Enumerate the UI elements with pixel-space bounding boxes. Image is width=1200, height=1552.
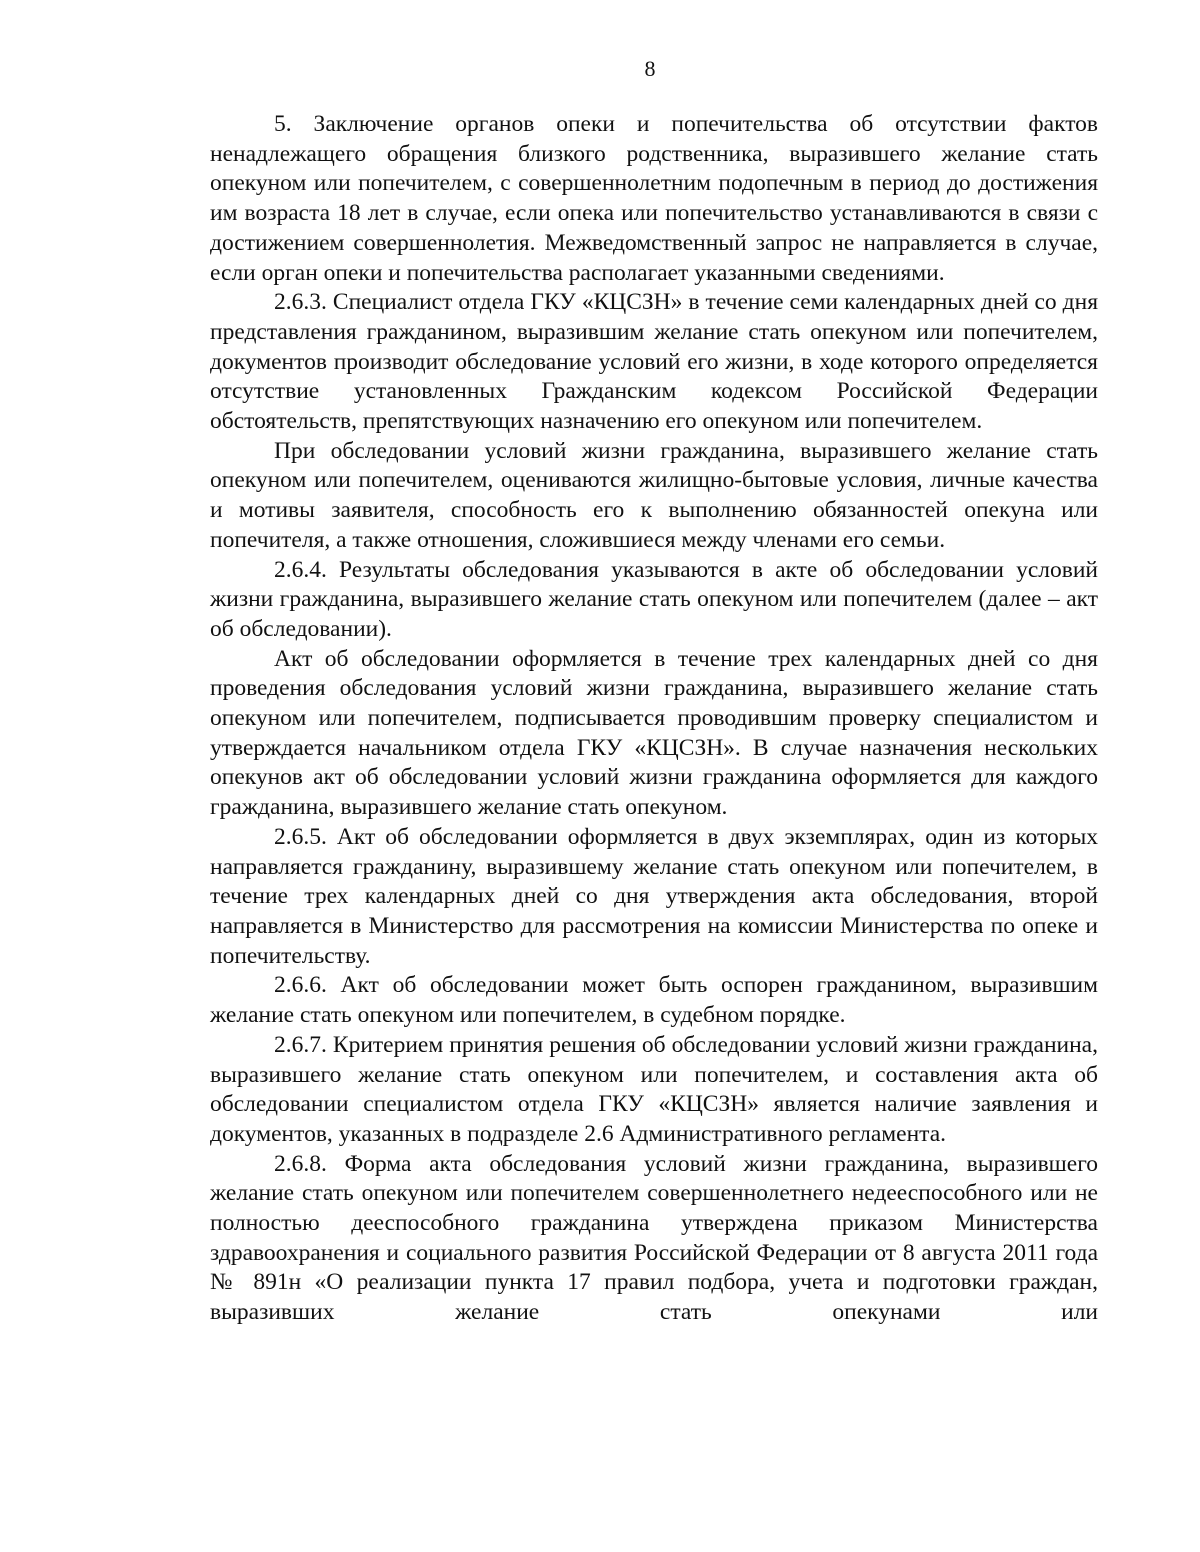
- paragraph-2-6-6: 2.6.6. Акт об обследовании может быть оспорен гражданином, выразившим желание стать опекуном или попечителем, в судебном порядке.: [210, 972, 1098, 1029]
- page-number: 8: [644, 56, 656, 81]
- paragraph-5-conclusion: 5. Заключение органов опеки и попечительства об отсутствии фактов ненадлежащего обращения близкого родственника, выразившего желание стать опекуном или попечителем, с совершеннолетним подопечным в период до достижения им возраста 18 лет в случае, если опека или попечительство устанавливаются в связи с достижением совершеннолетия. Межведомственный запрос не направляется в случае, если орган опеки и попечительства располагает указанными сведениями.: [210, 111, 1098, 286]
- document-body: [210, 110, 1098, 1328]
- paragraph-2-6-4: 2.6.4. Результаты обследования указываются в акте об обследовании условий жизни гражданина, выразившего желание стать опекуном или попечителем (далее – акт об обследовании).: [210, 556, 1098, 642]
- paragraph-survey-act: Акт об обследовании оформляется в течение трех календарных дней со дня проведения обследования условий жизни гражданина, выразившего желание стать опекуном или попечителем, подписывается проводившим проверку специалистом и утверждается начальником отдела ГКУ «КЦСЗН». В случае назначения нескольких опекунов акт об обследовании условий жизни гражданина оформляется для каждого гражданина, выразившего желание стать опекуном.: [210, 645, 1098, 821]
- paragraph-survey-assessment: При обследовании условий жизни гражданина, выразившего желание стать опекуном или попечителем, оцениваются жилищно-бытовые условия, личные качества и мотивы заявителя, способность его к выполнению обязанностей опекуна или попечителя, а также отношения, сложившиеся между членами его семьи.: [210, 437, 1098, 553]
- paragraph-2-6-3: 2.6.3. Специалист отдела ГКУ «КЦСЗН» в течение семи календарных дней со дня представления гражданином, выразившим желание стать опекуном или попечителем, документов производит обследование условий его жизни, в ходе которого определяется отсутствие установленных Гражданским кодексом Российской Федерации обстоятельств, препятствующих назначению его опекуном или попечителем.: [210, 289, 1098, 435]
- paragraph-2-6-5: 2.6.5. Акт об обследовании оформляется в двух экземплярах, один из которых направляется гражданину, выразившему желание стать опекуном или попечителем, в течение трех календарных дней со дня утверждения акта обследования, второй направляется в Министерство для рассмотрения на комиссии Министерства по опеке и попечительству.: [210, 823, 1098, 969]
- paragraph-2-6-7: 2.6.7. Критерием принятия решения об обследовании условий жизни гражданина, выразившего желание стать опекуном или попечителем, и составления акта об обследовании специалистом отдела ГКУ «КЦСЗН» является наличие заявления и документов, указанных в подразделе 2.6 Административного регламента.: [210, 1031, 1098, 1147]
- paragraph-2-6-8: 2.6.8. Форма акта обследования условий жизни гражданина, выразившего желание стать опекуном или попечителем совершеннолетнего недееспособного или не полностью дееспособного гражданина утверждена приказом Министерства здравоохранения и социального развития Российской Федерации от 8 августа 2011 года № 891н «О реализации пункта 17 правил подбора, учета и подготовки граждан, выразивших желание стать опекунами или: [210, 1150, 1098, 1326]
